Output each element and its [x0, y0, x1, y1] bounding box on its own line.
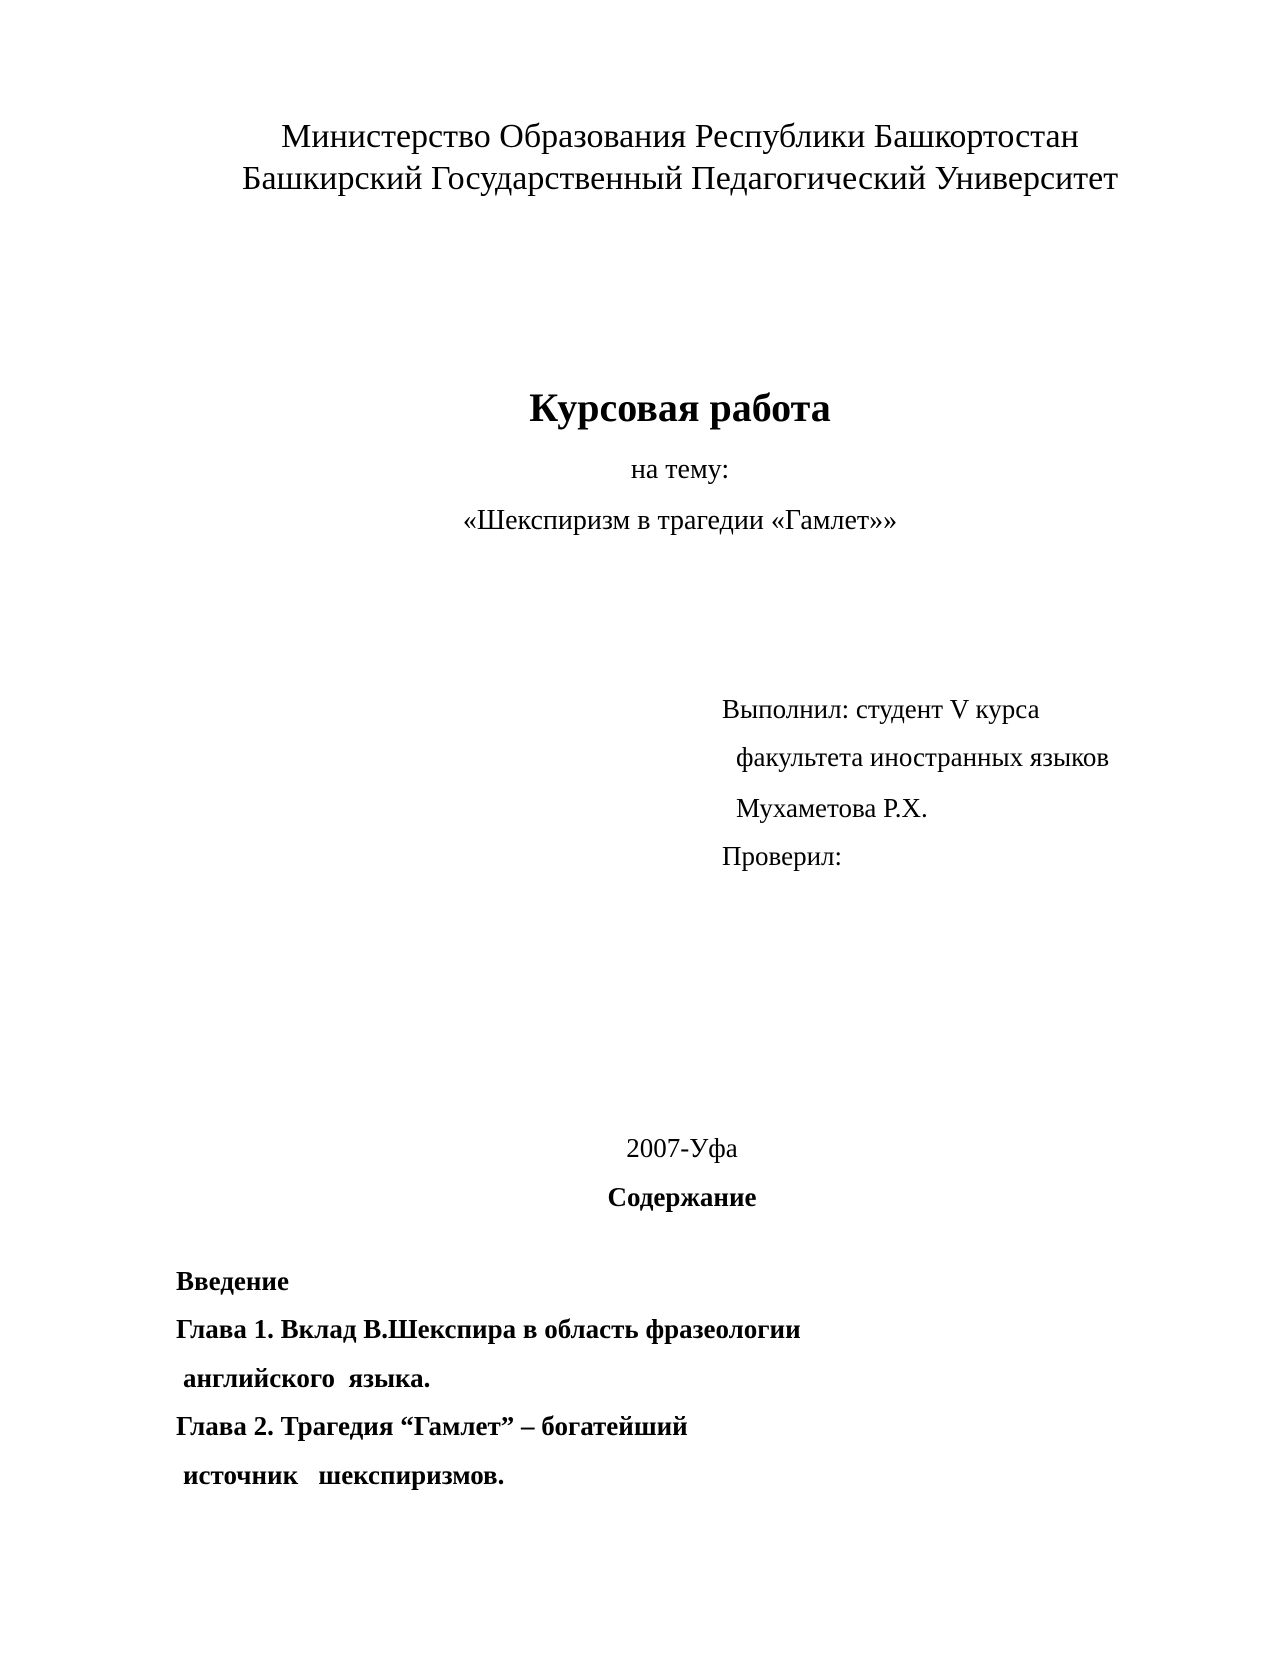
- year-city: 2007-Уфа: [626, 1133, 738, 1163]
- toc-item: источник шекспиризмов.: [183, 1460, 505, 1490]
- performed-by: Выполнил: студент V курса: [722, 694, 1040, 724]
- toc-item: Введение: [176, 1266, 289, 1296]
- topic-title: «Шекспиризм в трагедии «Гамлет»»: [462, 505, 898, 536]
- student-name: Мухаметова Р.Х.: [736, 793, 928, 823]
- ministry-heading: Министерство Образования Республики Башкортостан: [281, 118, 1079, 155]
- university-heading: Башкирский Государственный Педагогический Университет: [241, 160, 1119, 197]
- checked-by: Проверил:: [722, 841, 842, 871]
- toc-item: английского языка.: [183, 1363, 431, 1393]
- topic-label: на тему:: [630, 454, 730, 485]
- toc-item: Глава 1. Вклад В.Шекспира в область фразеологии: [176, 1314, 801, 1344]
- page-title: Курсовая работа: [529, 385, 831, 430]
- toc-item: Глава 2. Трагедия “Гамлет” – богатейший: [176, 1411, 688, 1441]
- contents-heading: Содержание: [607, 1182, 757, 1212]
- faculty: факультета иностранных языков: [736, 742, 1110, 772]
